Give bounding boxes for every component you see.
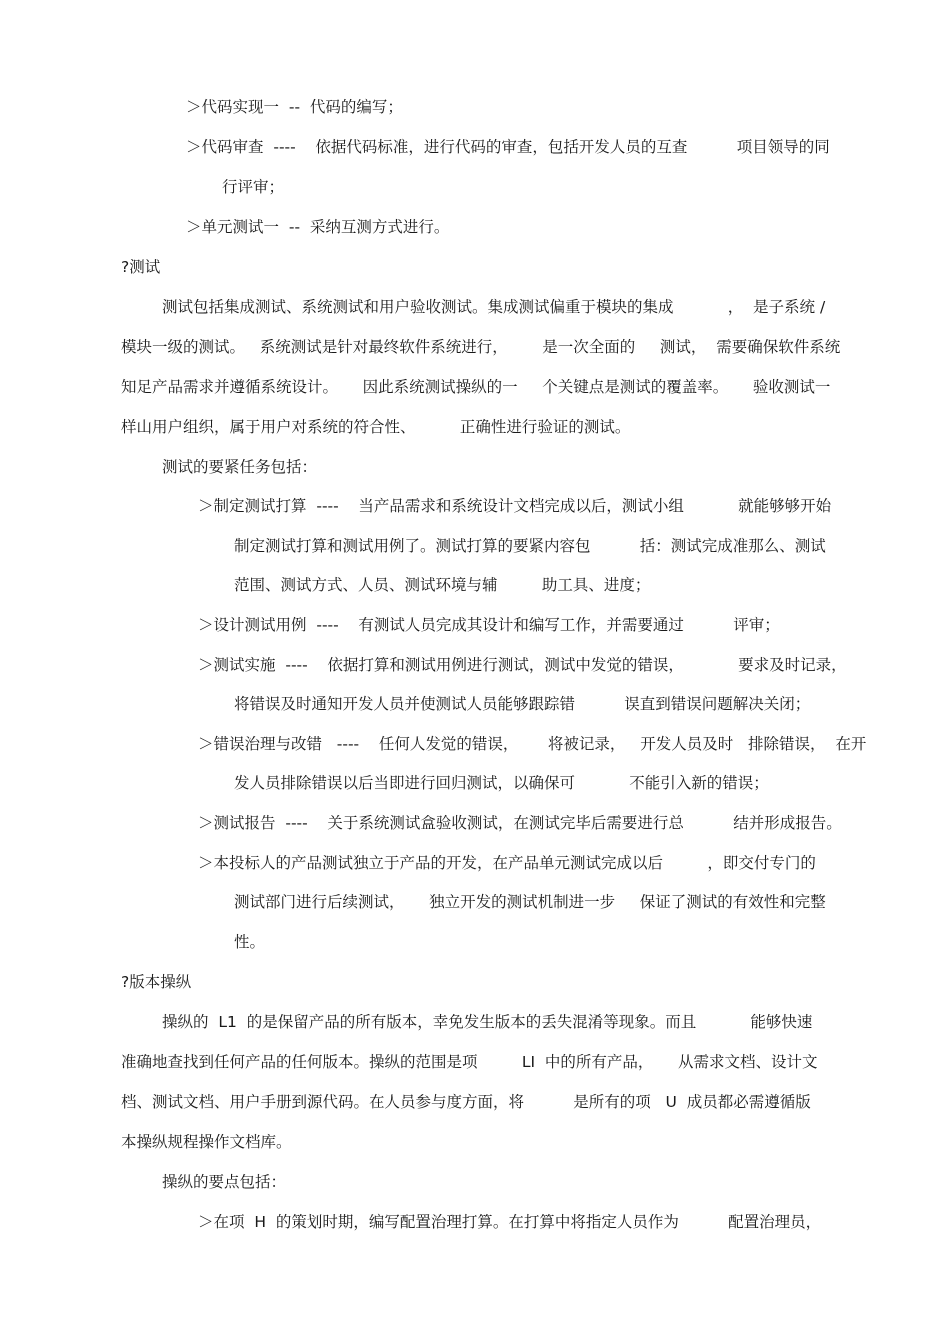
text-line: 本操纵规程操作文档库。 — [121, 1133, 292, 1151]
text-line: 测试包括集成测试、系统测试和用户验收测试。集成测试偏重于模块的集成 ， 是子系统 / — [162, 298, 826, 316]
text-line: 将错误及时通知开发人员并使测试人员能够跟踪错 误直到错误问题解决关闭； — [234, 695, 811, 713]
text-line: ＞在项 H 的策划时期，编写配置治理打算。在打算中将指定人员作为 配置治理员， — [198, 1213, 822, 1231]
text-line: 操纵的要点包括： — [162, 1173, 287, 1191]
text-line: ＞本投标人的产品测试独立于产品的开发，在产品单元测试完成以后 ，即交付专门的 — [198, 854, 816, 872]
section-heading: ?测试 — [121, 258, 161, 276]
text-line: ＞设计测试用例 ---- 有测试人员完成其设计和编写工作，并需要通过 评审； — [198, 616, 780, 634]
text-line: 范围、测试方式、人员、测试环境与辅 助工具、进度； — [234, 576, 651, 594]
text-line: ＞代码审查 ---- 依据代码标准，进行代码的审查，包括开发人员的互查 项目领导的同 — [186, 138, 830, 156]
text-line: 性。 — [234, 933, 266, 951]
text-line: 准确地查找到任何产品的任何版本。操纵的范围是项 LI 中的所有产品， 从需求文档、设计文 — [121, 1053, 818, 1071]
text-line: ＞制定测试打算 ---- 当产品需求和系统设计文档完成以后，测试小组 就能够够开始 — [198, 497, 832, 515]
text-line: 制定测试打算和测试用例了。测试打算的要紧内容包 括：测试完成准那么、测试 — [234, 537, 826, 555]
text-line: ＞单元测试一 -- 采纳互测方式进行。 — [186, 218, 450, 236]
text-line: ＞测试实施 ---- 依据打算和测试用例进行测试，测试中发觉的错误， 要求及时记录， — [198, 656, 847, 674]
text-line: 知足产品需求并遵循系统设计。 因此系统测试操纵的一 个关键点是测试的覆盖率。 验收测试一 — [121, 378, 831, 396]
text-line: 行评审； — [222, 178, 285, 196]
text-line: 发人员排除错误以后当即进行回归测试，以确保可 不能引入新的错误； — [234, 774, 769, 792]
section-heading: ?版本操纵 — [121, 973, 192, 991]
text-line: ＞错误治理与改错 ---- 任何人发觉的错误， 将被记录， 开发人员及时 排除错误， 在开 — [198, 735, 867, 753]
text-line: 档、测试文档、用户手册到源代码。在人员参与度方面，将 是所有的项 U 成员都必需遵循版 — [121, 1093, 811, 1111]
text-line: 操纵的 L1 的是保留产品的所有版本，幸免发生版本的丢失混淆等现象。而且 能够快速 — [162, 1013, 813, 1031]
text-line: 样山用户组织，属于用户对系统的符合性、 正确性进行验证的测试。 — [121, 418, 631, 436]
text-line: 测试部门进行后续测试， 独立开发的测试机制进一步 保证了测试的有效性和完整 — [234, 893, 826, 911]
text-line: ＞代码实现一 -- 代码的编写； — [186, 98, 403, 116]
text-line: ＞测试报告 ---- 关于系统测试盒验收测试，在测试完毕后需要进行总 结并形成报告。 — [198, 814, 842, 832]
text-line: 测试的要紧任务包括： — [162, 458, 318, 476]
text-line: 模块一级的测试。 系统测试是针对最终软件系统进行， 是一次全面的 测试， 需要确保软件系统 — [121, 338, 841, 356]
